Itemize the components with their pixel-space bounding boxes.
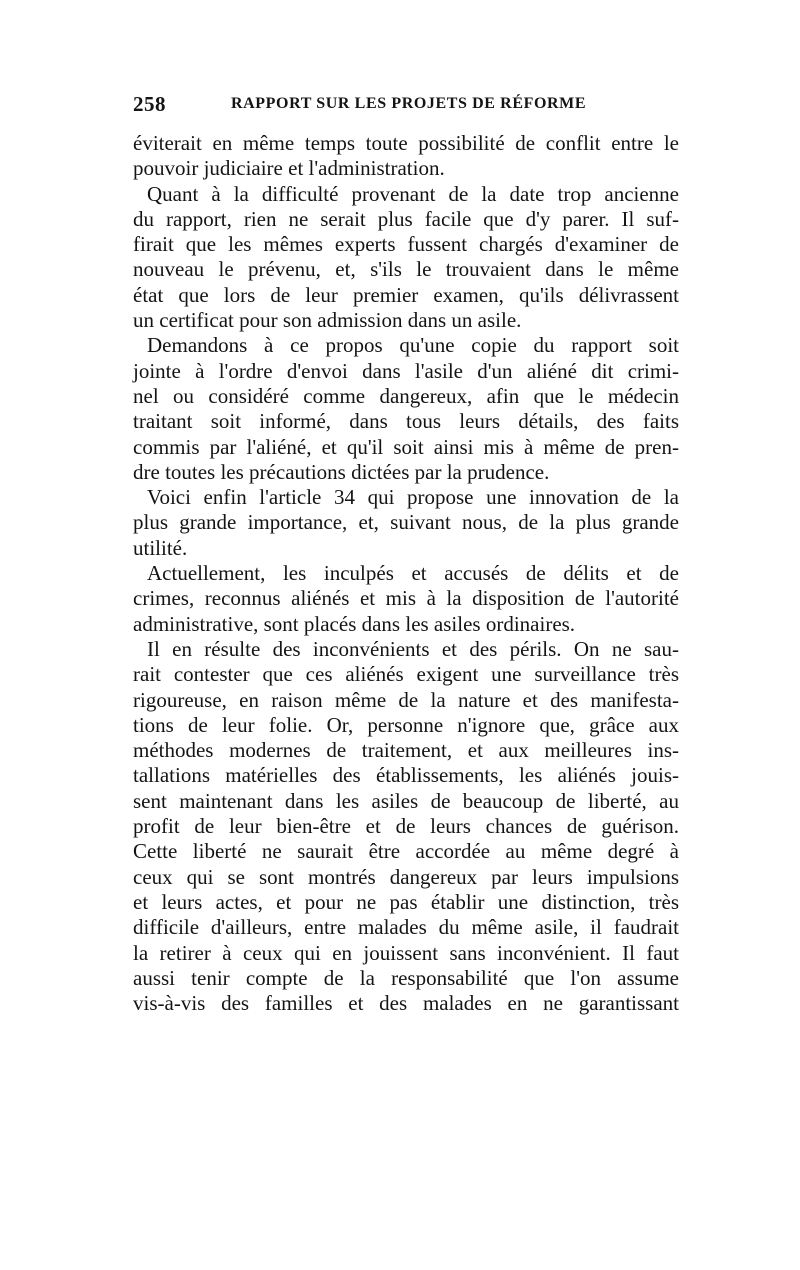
text-line: utilité. bbox=[133, 535, 188, 560]
text-line: éviterait en même temps toute possibilité de conflit entre le bbox=[133, 131, 679, 155]
text-line: rait contester que ces aliénés exigent une surveillance très bbox=[133, 662, 679, 687]
text-line: Demandons à ce propos qu'une copie du rapport soit bbox=[147, 333, 679, 358]
text-line: vis-à-vis des familles et des malades en ne garantissant bbox=[133, 991, 679, 1016]
text-line: dre toutes les précautions dictées par la prudence. bbox=[133, 459, 550, 484]
text-line: Voici enfin l'article 34 qui propose une innovation de la bbox=[147, 485, 679, 510]
text-line: Il en résulte des inconvénients et des périls. On ne sau- bbox=[147, 636, 679, 661]
text-line: méthodes modernes de traitement, et aux meilleures ins- bbox=[133, 738, 679, 763]
text-line: administrative, sont placés dans les asiles ordinaires. bbox=[133, 611, 576, 636]
text-line: nel ou considéré comme dangereux, afin que le médecin bbox=[133, 383, 679, 408]
text-line: profit de leur bien-être et de leurs chances de guérison. bbox=[133, 814, 679, 839]
page-header bbox=[133, 92, 685, 126]
text-line: Quant à la difficulté provenant de la date trop ancienne bbox=[147, 181, 679, 206]
text-line: aussi tenir compte de la responsabilité que l'on assume bbox=[133, 965, 679, 990]
text-line: tions de leur folie. Or, personne n'ignore que, grâce aux bbox=[133, 712, 679, 737]
text-line: difficile d'ailleurs, entre malades du même asile, il faudrait bbox=[133, 915, 679, 940]
text-line: et leurs actes, et pour ne pas établir une distinction, très bbox=[133, 889, 679, 914]
text-line: la retirer à ceux qui en jouissent sans inconvénient. Il faut bbox=[133, 940, 679, 965]
text-line: état que lors de leur premier examen, qu'ils délivrassent bbox=[133, 282, 679, 307]
page-number: 258 bbox=[133, 92, 166, 116]
text-line: commis par l'aliéné, et qu'il soit ainsi mis à même de pren- bbox=[133, 434, 679, 459]
text-line: Actuellement, les inculpés et accusés de délits et de bbox=[147, 561, 679, 586]
text-line: plus grande importance, et, suivant nous, de la plus grande bbox=[133, 510, 679, 535]
body-text bbox=[133, 131, 679, 1016]
text-line: firait que les mêmes experts fussent chargés d'examiner de bbox=[133, 232, 679, 257]
text-line: nouveau le prévenu, et, s'ils le trouvaient dans le même bbox=[133, 257, 679, 282]
text-line: un certificat pour son admission dans un asile. bbox=[133, 308, 522, 333]
text-line: sent maintenant dans les asiles de beaucoup de liberté, au bbox=[133, 788, 679, 813]
text-line: rigoureuse, en raison même de la nature et des manifesta- bbox=[133, 687, 679, 712]
text-line: Cette liberté ne saurait être accordée au même degré à bbox=[133, 839, 679, 864]
text-line: du rapport, rien ne serait plus facile que d'y parer. Il suf- bbox=[133, 206, 679, 231]
text-line: traitant soit informé, dans tous leurs détails, des faits bbox=[133, 409, 679, 434]
text-line: pouvoir judiciaire et l'administration. bbox=[133, 156, 445, 181]
text-line: tallations matérielles des établissements, les aliénés jouis- bbox=[133, 763, 679, 788]
text-line: ceux qui se sont montrés dangereux par leurs impulsions bbox=[133, 864, 679, 889]
text-line: crimes, reconnus aliénés et mis à la disposition de l'autorité bbox=[133, 586, 679, 611]
running-head: RAPPORT SUR LES PROJETS DE RÉFORME bbox=[231, 95, 587, 112]
text-line: jointe à l'ordre d'envoi dans l'asile d'un aliéné dit crimi- bbox=[133, 358, 679, 383]
